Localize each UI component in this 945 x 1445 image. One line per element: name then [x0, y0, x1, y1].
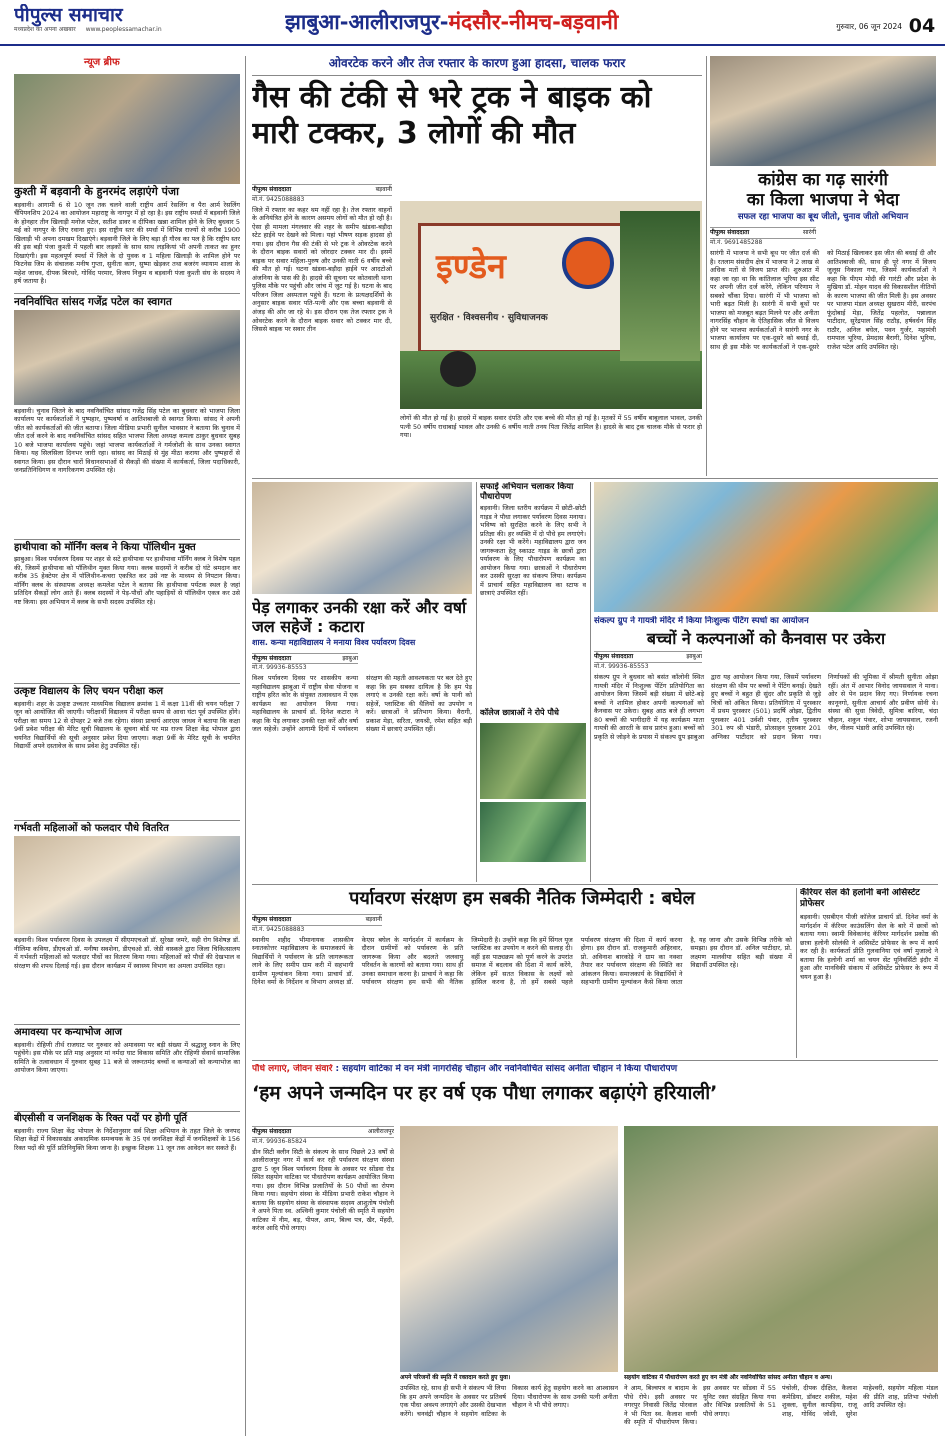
plantation-photo-2	[480, 802, 586, 862]
sarangi-subhead: सफल रहा भाजपा का बूथ जीतो, चुनाव जीतो अभियान	[737, 212, 909, 222]
mp-welcome-photo	[14, 310, 240, 405]
brief-head-4: गर्भवती महिलाओं को फलदार पौधे वितरित	[14, 820, 240, 835]
sarangi-story	[710, 56, 936, 476]
tree-body-2: उपस्थित रहे, साथ ही सभी ने संकल्प भी लिया कि हम अपने जन्मदिन के अवसर पर प्रतिवर्ष एक पौधा अवश्य लगाएंगे और उसकी देखभाल करेंगे। चनवंद्री चौहान ने सहयोग वाटिका के विकास कार्य हेतु सहयोग करने का आश्वासन दिया। पौधारोपण के साथ उनकी पत्नी अनीता चौहान ने भी पौधे लगाए।	[400, 1384, 618, 1418]
tree-byline: पीपुल्स संवाददाता आलीराजपुर	[252, 1126, 394, 1138]
column-divider	[796, 888, 797, 1058]
katara-byline: पीपुल्स संवाददाता झाबुआ	[252, 653, 358, 665]
truck-photo-caption: लोगों की मौत हो गई है। हादसे में बाइक सवार दंपति और एक बच्चे की मौत हो गई है। मृतकों में 55 वर्षीय बाबूलाल भावल, उनकी पत्नी 50 वर्षीय राधाबाई भावल और उनकी 6 वर्षीय नाती तनय पिता जितेंद्र शामिल है। हादसे के बाद ट्रक चालक मौके से फरार हो गया।	[400, 414, 702, 440]
section-divider	[252, 884, 938, 885]
plantation-group-photo	[624, 1126, 938, 1372]
lead-kicker: ओवरटेक करने और तेज रफ्तार के कारण हुआ हादसा, चालक फरार	[252, 56, 702, 76]
tree-body-3: ने आम, बिल्वपत्र व बादाम के पौधे रोपे। इसी अवसर पर नगरपुर निवासी जितेंद्र पोरवाल ने भी पिता स्व. कैलाश वाणी की स्मृति में पौधारोपण किया। इस अवसर पर सोंडवा में 55 यूनिट रक्त संग्रहित किया गया और विभिन्न प्रजातियों के 51 पौधे लगाए।	[624, 1384, 776, 1427]
sankalp-body: संकल्प ग्रुप ने बुधवार को बसंत कॉलोनी स्थित गायत्री मंदिर में निःशुल्क पेंटिंग प्रतियोगिता का आयोजन किया जिसमें बड़ी संख्या में छोटे-बड़े बच्चों ने शामिल होकर अपनी कल्पनाओं को कैनवास पर उकेरा। सुबह आठ बजे ही लगभग 80 बच्चों की भागीदारी में यह कार्यक्रम माता गायत्री की आरती के साथ प्रारंभ हुआ। बच्चों को प्रकृति से जोड़ने के प्रयास में संकल्प ग्रुप झाबुआ द्वारा यह आयोजन किया गया, जिसमें पर्यावरण संरक्षण की थीम पर बच्चों ने पेंटिंग बनाई। देखते हुए बच्चों ने बहुत ही सुंदर और प्रकृति से जुड़े चित्रों को अंकित किया। प्रतियोगिता में पुरस्कार में प्रथम पुरस्कार (501) प्रदर्षि ओझा, द्वितीय पुरस्कार 401 उर्वशी पंवार, तृतीय पुरस्कार 301 रुप श्री भंडारी, प्रोत्साहन पुरस्कार 201 अग्निका पाटीदार को प्रदान किया गया। निर्णायकों की भूमिका में श्रीमती सुनीता ओझा रहीं। अंत में आभार विनोद जायसवाल ने माना। ओर से पेन प्रदान किए गए। निर्णायक रचना कानूनगो, सुनीता आचार्य और प्रवीण सोनी थे। संस्था की सुधा त्रिवेदी, सुमित्रा बारिया, चंदा चौहान, शकुन पंवार, शोभा जायसवाल, रजनी जैन, नीलम भंडारी आदि उपस्थित रहे।	[594, 673, 938, 741]
brief-head-5: अमावस्या पर कन्याभोज आज	[14, 1024, 240, 1039]
baghel-mobile: मो.नं. 9425088883	[252, 925, 305, 933]
tree-body-4: पंचोली, दीपक दीक्षित, कैलाश कमेडिया, डॉक्टर शकील, महेश शुक्ला, सुनील कापड़िया, राजू शाह, गोविंद जोशी, सुरेश माहेश्वरी, सहयोग महिला मंडल की प्रीति शाह, प्रतिभा पंचोली आदि उपस्थित रहे।	[782, 1384, 938, 1418]
column-divider	[245, 56, 246, 1436]
column-divider	[476, 482, 477, 882]
pregnant-women-photo	[14, 836, 240, 934]
baghel-body: स्थानीय शहीद भीमानायक शासकीय स्नातकोत्तर महाविद्यालय के समाजकार्य के विद्यार्थियों ने पर्यावरण के प्रति जागरूकता लाने के लिए समीप ग्राम करी में सहभागी ग्रामीण मूल्यांकन किया गया। प्राचार्य डॉ. दिनेश वर्मा के निर्देशन व विभाग अध्यक्ष डॉ. केएस बघेल के मार्गदर्शन में कार्यक्रम के दौरान ग्रामीणों को पर्यावरण के प्रति जागरूक किया और बदलते जलवायु परिवर्तन के कारणों को बताया गया। साथ ही उनका समाधान करना है। प्राचार्य ने कहा कि पर्यावरण संरक्षण हम सभी की नैतिक जिम्मेदारी है। उन्होंने कहा कि हमें सिंगल यूज प्लास्टिक का उपयोग न करने की सलाह दी। वहीं इस पाठ्यक्रम को पूर्ण करने के उपरांत समाज में बदलाव की दिशा में कार्य करेंगे, लेकिन हमें सतत विकास के लक्ष्यों को हासिल करना है, तो हमें सबसे पहले पर्यावरण संरक्षण की दिशा में कार्य करना होगा। इस दौरान डॉ. राजकुमारी अहिरवार, प्रो. अविनाश बारकोड़े ने ग्राम का नक्शा तैयार कर पर्यावरण संरक्षण की स्थिति का आंकलन किया। समाजकार्य के विद्यार्थियों ने सहभागी ग्रामीण मूल्यांकन कैसे किया जाता है, यह जाना और उसके विभिन्न तरीके को समझा। इस दौरान डॉ. अनिल पाटीदार, प्रो. लक्ष्मण मालवीया सहित बड़ी संख्या में विद्यार्थी उपस्थित रहे।	[252, 935, 792, 987]
katara-body: विश्व पर्यावरण दिवस पर शासकीय कन्या महाविद्यालय झाबुआ में राष्ट्रीय सेवा योजना व राष्ट्रीय हरित कोर के संयुक्त तत्वावधान में एक कार्यक्रम का आयोजन किया गया। महाविद्यालय के प्राचार्य डॉ. दिनेश कटारा ने कहा कि पेड़ लगाकर उनकी रक्षा करें और वर्षा जल सहेजें। उन्होंने आगामी दिनों में पर्यावरण संरक्षण की महती आवश्यकता पर बल देते हुए कहा कि हम सबका दायित्व है कि हम पेड़ लगाएं व उनकी रक्षा करें। वर्षा के पानी को सहेजें, प्लास्टिक की थैलियों का उपयोग न करें। छात्राओं ने प्रतिभाग किया। वैरागी, प्रकाश मेड़ा, सरिता, जयश्री, रमेश सहित बड़ी संख्या में छात्राएं उपस्थित रहीं।	[252, 674, 472, 734]
victory-procession-photo	[710, 56, 936, 166]
blood-donation-caption: अपने परिजनों की स्मृति में रक्तदान करते हुए युवा।	[400, 1374, 511, 1381]
brief-head-0: कुश्ती में बड़वानी के हुनरमंद लड़ाएंगे पंजा	[14, 185, 179, 198]
brief-head-3: उत्कृष्ट विद्यालय के लिए चयन परीक्षा कल	[14, 683, 240, 698]
sarangi-mobile: मो.नं. 9691485288	[710, 239, 763, 247]
brief-text-0: बड़वानी। आगामी 6 से 10 जून तक चलने वाली राष्ट्रीय आर्म रेसलिंग व पैरा आर्म रेसलिंग चैंपियनशिप 2024 का आयोजन महाराष्ट्र के नागपुर में हो रहा है। इस राष्ट्रीय स्पर्धा में बड़वानी जिले के होनहार तीन खिलाड़ी मनोज पटेल, सतीश डावर व दीपिका खन्ना शामिल होने के लिए बुधवार 5 मई को नागपुर के लिए रवाना हुए। इस राष्ट्रीय स्तर की स्पर्धा में विभिन्न राज्यों से करीब 1900 खिलाड़ी भी अपना दमखम दिखाएंगे। बड़वानी जिले के लिए बड़ा ही गौरव का पल है कि राष्ट्रीय स्तर की इस बड़ी पंजा कुश्ती में पहली बार लड़कों के साथ साथ लड़कियां भी अपनी ताकत का हुनर दिखाएंगी। इस महत्वपूर्ण स्पर्धा में जिले के दो युवक व 1 महिला खिलाड़ी के शामिल होने पर फिटनेस जिम के संचालक मनीष गुप्ता, सुनीता काग, सुष्मा खेड़कर तथा बजरंग व्यायाम शाला के महेश जाधव, दीपक बिरथरे, गोविंद परमार, विजय निकुम व बड़वानी पंजा कुश्ती संघ के सदस्य ने हर्ष जताया है।	[14, 200, 240, 286]
blood-donation-photo	[400, 1126, 618, 1372]
cleanup-body: बड़वानी। जिला स्तरीय कार्यक्रम में छोटी-छोटी गाइड ने पौधा लगाकर पर्यावरण दिवस मनाया। भविष्य को सुरक्षित करने के लिए सभी ने प्रतिज्ञा की। हर व्यक्ति में दो पौधे हम लगाएंगे। उनकी रक्षा भी करेंगे। महाविद्यालय द्वारा जन जागरूकता हेतु स्काउट गाइड के छात्रों द्वारा पर्यावरण के लिए पौधारोपण कार्यक्रम का आयोजन किया गया। छात्राओं ने पौधारोपण कर उसकी सुरक्षा का संकल्प लिया। कार्यक्रम में प्राचार्य सहित महाविद्यालय का स्टाफ व छात्राएं उपस्थित रहीं।	[480, 504, 586, 598]
sankalp-kicker: संकल्प ग्रुप ने गायत्री मंदिर में किया निःशुल्क पेंटिंग स्पर्धा का आयोजन	[594, 616, 809, 626]
tree-kicker-a: पौधे लगाएं, जीवन संवारें	[252, 1064, 333, 1074]
sankalp-mobile: मो.नं. 99936-85553	[594, 663, 649, 671]
sarangi-head-2: का किला भाजपा ने भेदा	[746, 190, 900, 210]
region-title	[285, 8, 765, 38]
brief-text-5: बड़वानी। रोहिणी तीर्थ राजघाट पर गुरुवार को अमावस्या पर बड़ी संख्या में श्रद्धालु स्नान के लिए पहुंचेंगे। इस मौके पर प्रति माह अनुसार मां नर्मदा घाट विकास समिति और रोहिणी सेवार्थ सामाजिक समिति के तत्वावधान में गुरुवार सुबह 11 बजे से जरूरतमंद बच्चों व कन्याओं को कन्याभोज का आयोजन किया जाएगा।	[14, 1040, 240, 1075]
career-body: बड़वानी। एसबीएन पीजी कॉलेज प्राचार्य डॉ. दिनेश वर्मा के मार्गदर्शन में कॅरियर काउंसलिंग सेल के बारे में छात्रों को बताया गया। स्वामी विवेकानंद कॅरियर मार्गदर्शन प्रकोष्ठ की छात्रा हलोनी सोलंकी ने असिस्टेंट प्रोफेसर के रूप में कार्य कर रही है। कार्यकर्ता प्रीति गुलवानिया एवं वर्षा मुजाल्दे ने बताया कि हलोनी शर्मा का चयन सेंट यूनिवर्सिटी इंदौर में हुआ और मानविकी संकाय में असिस्टेंट प्रोफेसर के रूप में चयन हुआ है।	[800, 913, 938, 981]
tree-kicker	[252, 1064, 938, 1076]
section-divider	[252, 478, 938, 479]
tree-kicker-b: : सहयोग वाटिका में वन मंत्री नागरसिंह चौहान और नवनिर्वाचित सांसद अनीता चौहान ने किया पौधारोपण	[332, 1064, 678, 1074]
brief-text-1: बड़वानी। चुनाव जितने के बाद नवनिर्वाचित सांसद गजेंद्र सिंह पटेल का बुधवार को भाजपा जिला कार्यालय पर कार्यकर्ताओं ने पुष्पहार, पुष्पवर्षा व आतिशबाजी से स्वागत किया। सांसद ने अपनी जीत को कार्यकर्ताओं की जीत बताया। जिला मीडिया प्रभारी सुनील भावसार ने बताया कि चुनाव में जीत दर्ज करने के बाद नवनिर्वाचित सांसद सहित भाजपा जिला अध्यक्ष कमला ठाकुर बुधवार सुबह 10 बजे भाजपा कार्यालय पहुंचे। जहां भाजपा कार्यकर्ताओं ने गर्मजोशी के साथ उनका स्वागत किया। यह सिलसिला दिनभर जारी रहा। सांसद का मिठाई से मुंह मीठा कराया और पुष्पहारों से स्वागत किया। इस दौरान चारों विधानसभाओं से सैकड़ों की संख्या में कार्यकर्ता, जिला पदाधिकारी, जनप्रतिनिधिगण व नागरिकगण उपस्थित रहे।	[14, 406, 240, 475]
katara-mobile: मो.नं. 99936-85553	[252, 664, 307, 672]
truck-photo	[400, 201, 702, 409]
tree-left-col	[252, 1126, 394, 1432]
brief-text-4: बड़वानी। विश्व पर्यावरण दिवस के उपलक्ष्य में सीएमएचओ डॉ. सुरेखा जमरे, सही रोग विशेषज्ञ डॉ. नीलिमा कविया, डीएचओ डॉ. मनीषा सवशेना, डीएचओ डॉ. जेडी वास्कले द्वारा जिला चिकित्सालय में गर्भवती महिलाओं को फलदार पौधों का वितरण किया गया। महिलाओं को पौधों की देखभाल व संरक्षण की शपथ दिलाई गई। इस दौरान कार्यक्रम में स्वास्थ्य विभाग का अमला उपस्थित रहा।	[14, 936, 240, 970]
masthead-logo	[14, 4, 264, 44]
brief-text-6: बड़वानी। राज्य शिक्षा केंद्र भोपाल के निर्देशानुसार सर्व शिक्षा अभियान के तहत जिले के जनपद शिक्षा केंद्रों में विकासखंड अकादमिक समन्वयक के 35 एवं जनशिक्षा केंद्रों में जनशिक्षकों के 156 रिक्त पदों की पूर्ति प्रतिनियुक्ति किया जाना है। इच्छुक शिक्षक 11 जून तक आवेदन कर सकते हैं।	[14, 1126, 240, 1152]
katara-subhead: शास. कन्या महाविद्यालय ने मनाया विश्व पर्यावरण दिवस	[252, 638, 416, 647]
truck-brand-text: इण्डेन	[436, 247, 506, 287]
sarangi-byline: पीपुल्स संवाददाता सारंगी	[710, 227, 816, 239]
region-title-a: झाबुआ-आलीराजपुर-	[285, 10, 449, 34]
brief-text-3: बड़वानी। शहर के उत्कृष्ट उच्चतर माध्यमिक विद्यालय क्रमांक 1 में कक्षा 11वीं की चयन परीक्षा 7 जून को आयोजित की जाएगी। परीक्षार्थी विद्यालय में परीक्षा समय से आधा घंटा पूर्व उपस्थित होंगे। परीक्षा का समय 12 से दोपहर 2 बजे तक रहेगा। संस्था प्राचार्य आरएस जाधव ने बताया कि कक्षा 9वीं प्रवेश परीक्षा की मेरिट सूची विद्यालय के सूचना बोर्ड पर मप्र राज्य शिक्षा केंद्र भोपाल द्वारा चयनित विद्यार्थियों की सूची अनुसार प्रवेश दिया जाएगा। कक्षा 9वीं के मेरिट सूची के चयनित विद्यार्थी अपने दस्तावेज के साथ प्रवेश हेतु उपस्थित रहें।	[14, 699, 240, 751]
news-brief-column	[14, 56, 240, 1436]
career-headline: कॅरियर सेल की हलोनी बनीं असिस्टेंट प्रोफेसर	[800, 888, 920, 909]
masthead-date: गुरुवार, 06 जून 2024	[836, 22, 902, 31]
painting-competition-photo	[594, 482, 938, 612]
cleanup-subhead: कॉलेज छात्राओं ने रोपे पौधे	[480, 708, 559, 717]
lead-byline: पीपुल्स संवाददाता बड़वानी	[252, 184, 392, 196]
baghel-byline: पीपुल्स संवाददाता बड़वानी	[252, 914, 382, 926]
sankalp-byline: पीपुल्स संवाददाता झाबुआ	[594, 651, 702, 663]
sarangi-body: सारंगी में भाजपा ने सभी बूथ पर जीत दर्ज की है। रतलाम संसदीय क्षेत्र में भाजपा ने 2 लाख से अधिक मतों से विजय प्राप्त की। शुरुआत में कहा जा रहा था कि कांतिलाल भूरिया इस सीट पर अपनी जीत दर्ज करेंगे, लेकिन परिणाम ने सबको चौंका दिया। सारंगी में भी भाजपा को भारी बढ़त मिली है। सारंगी में सभी बूथों पर भाजपा को मजबूत बढ़त मिलने पर और अनीता नागरसिंह चौहान के ऐतिहासिक जीत से विजय होने पर भाजपा कार्यकर्ताओं ने सारंगी नगर के भाजपा कार्यालय पर एक-दूसरे को बधाई दी, साथ ही इस मौके पर कार्यकर्ताओं ने एक-दूसरे को मिठाई खिलाकर इस जीत की बधाई दी और आतिशबाजी की, साथ ही पूरे नगर में विजय जुलूस निकाला गया, जिसमें कार्यकर्ताओं ने कहा कि पीएम मोदी की गारंटी और प्रदेश के मुखिया डॉ. मोहन यादव की विकासशील नीतियों के कारण भाजपा की जीत मिली है। इस अवसर पर भाजपा मंडल अध्यक्ष सुखराम मीरी, सरपंच फूंदोबाई मेड़ा, जितेंद्र पहलोत, पन्नालाल पाटीदार, सुरेंद्रपाल सिंह राठौड़, हर्षवर्धन सिंह राठौर, अनिल बघेल, पवन गुर्जर, महामंत्री रामपाल भूरिया, प्रेमदास बैरागी, दिनेश भूरिया, राजेश पटेल आदि उपस्थित रहे।	[710, 249, 936, 351]
cleanup-story	[480, 482, 586, 882]
lead-mobile: मो.नं. 9425088883	[252, 195, 305, 203]
masthead	[0, 0, 945, 46]
brief-label: न्यूज ब्रीफ	[84, 57, 120, 68]
katara-story	[252, 482, 472, 882]
brief-head-2: हाथीपावा को मॉर्निंग क्लब ने किया पॉलिथीन मुक्त	[14, 539, 240, 554]
brief-text-2: झाबुआ। विश्व पर्यावरण दिवस पर शहर से सटे हाथीपावा पर हाथीपावा मॉर्निंग क्लब ने विशेष पहल की, जिसमें हाथीपावा को पॉलिथीन मुक्त किया गया। क्लब सदस्यों ने करीब दो घंटे श्रमदान कर करीब 35 हेक्टेयर क्षेत्र में पॉलिथीन-कचरा एकत्रित कर उसे नष्ट के माध्यम से निपटान किया। मॉर्निंग क्लब के संस्थापक अध्यक्ष कमलेश पटेल ने बताया कि हाथीपावा पर्यटक स्थल है जहां प्रतिदिन सैकड़ों लोग आते हैं। क्लब सदस्यों ने पेड़-पौधों और पहाड़ियों से पॉलिथीन एकत्र कर उसे नष्ट किया। इस अभियान में क्लब के सभी सदस्य उपस्थित रहे।	[14, 555, 240, 606]
truck-brand-badge	[562, 237, 614, 289]
brief-head-1: नवनिर्वाचित सांसद गजेंद्र पटेल का स्वागत	[14, 293, 240, 308]
column-divider	[706, 56, 707, 476]
lead-body: जिले में रफ्तार का कहर थम नहीं रहा है। तेज रफ्तार वाहनों के अनियंत्रित होने के कारण असमय लोगों को मौत हो रही है। ऐसा ही मामला मंगलवार की शहर के समीप खंडवा-बड़ौदा स्टेट हाईवे पर देखने को मिला। यहां भीषण सड़क हादसा हो गया। इस दौरान गैस की टंकी से भरे ट्रक ने ओवरटेक करने के दौरान बाइक सवारों को जोरदार टक्कर मार दी। इसमें बाइक पर सवार महिला-पुरुष और उनकी नाती 6 वर्षीय बच्चे की मौत हो गई। घटना खंडवा-बड़ौदा हाईवे पर आदटोओ अंजनिया के पास की है। हादसे की सूचना पर कोतवाली थाना पुलिस मौके पर पहुंची और जांच में जुट गई है। घटना के बाद परिजन जिला अस्पताल पहुंचे हैं। घटना के प्रत्यक्षदर्शियों के अनुसार बाइक सवार पति-पत्नी और एक बच्चा बड़वानी से अंजड़ की ओर जा रहे थे। इस दौरान एक तेज रफ्तार ट्रक ने ओवरटेक करने के दौरान बाइक सवार को टक्कर मार दी, जिससे बाइक पर सवार तीन	[252, 205, 392, 334]
tree-mobile: मो.नं. 99936-85824	[252, 1137, 307, 1145]
logo-text: पीपुल्स समाचार	[14, 4, 123, 26]
cleanup-headline: सफाई अभियान चलाकर किया पौधारोपण	[480, 482, 574, 502]
tree-story	[252, 1064, 938, 1436]
lead-headline: गैस की टंकी से भरे ट्रक ने बाइक को मारी टक्कर, 3 लोगों की मौत	[252, 79, 652, 151]
logo-tagline: मध्यप्रदेश का अपना अखबार	[14, 26, 76, 33]
truck-slogan: सुरक्षित · विश्वसनीय · सुविधाजनक	[430, 313, 548, 323]
column-divider	[590, 482, 591, 882]
lead-story	[252, 56, 702, 476]
katara-headline: पेड़ लगाकर उनकी रक्षा करें और वर्षा जल सहेजें : कटारा	[252, 598, 467, 636]
career-story	[800, 888, 938, 1058]
tree-body-1: डीन सिटी क्लीन सिटी के संकल्प के साथ पिछले 23 वर्षों से आलीराजपुर नगर में कार्य कर रही पर्यावरण संरक्षण संस्था द्वारा 5 जून विश्व पर्यावरण दिवस के अवसर पर सोंडवा रोड स्थित सहयोग वाटिका पर पौधारोपण कार्यक्रम आयोजित किया गया। इस दौरान विभिन्न प्रजातियों के 50 पौधों का रोपण किया गया। सहयोग संस्था के मीडिया प्रभारी राकेश चौहान ने बताया कि सहयोग संस्था के संस्थापक सदस्य आशुतोष पंचोली ने अपने पिता स्व. अश्विनी कुमार पंचोली की स्मृति में सहयोग वाटिका में नीम, बड़, पीपल, आम, बिल्व पत्र, खैर, मेंहदी, करंज आदि पौधे लगाए।	[252, 1147, 394, 1233]
brief-head-6: बीएसीसी व जनशिक्षक के रिक्त पदों पर होगी पूर्ति	[14, 1111, 240, 1125]
tree-headline: ‘हम अपने जन्मदिन पर हर वर्ष एक पौधा लगाकर बढ़ाएंगे हरियाली’	[252, 1081, 718, 1104]
section-divider	[252, 1060, 938, 1061]
region-title-b: मंदसौर-नीमच-बड़वानी	[448, 10, 619, 34]
sankalp-story	[594, 482, 938, 882]
plantation-photo	[480, 723, 586, 799]
sankalp-headline: बच्चों ने कल्पनाओं को कैनवास पर उकेरा	[646, 629, 886, 649]
sarangi-head-1: कांग्रेस का गढ़ सारंगी	[758, 170, 888, 190]
logo-url[interactable]: www.peoplessamachar.in	[85, 26, 162, 33]
wrestling-photo	[14, 74, 240, 184]
baghel-headline: पर्यावरण संरक्षण हम सबकी नैतिक जिम्मेदारी : बघेल	[349, 888, 695, 909]
page-number: 04	[908, 15, 936, 37]
baghel-story	[252, 888, 792, 1058]
plantation-group-caption: सहयोग वाटिका में पौधारोपण करते हुए वन मंत्री और नवनिर्वाचित सांसद अनीता चौहान व अन्य।	[624, 1374, 833, 1381]
college-event-photo	[252, 482, 472, 594]
